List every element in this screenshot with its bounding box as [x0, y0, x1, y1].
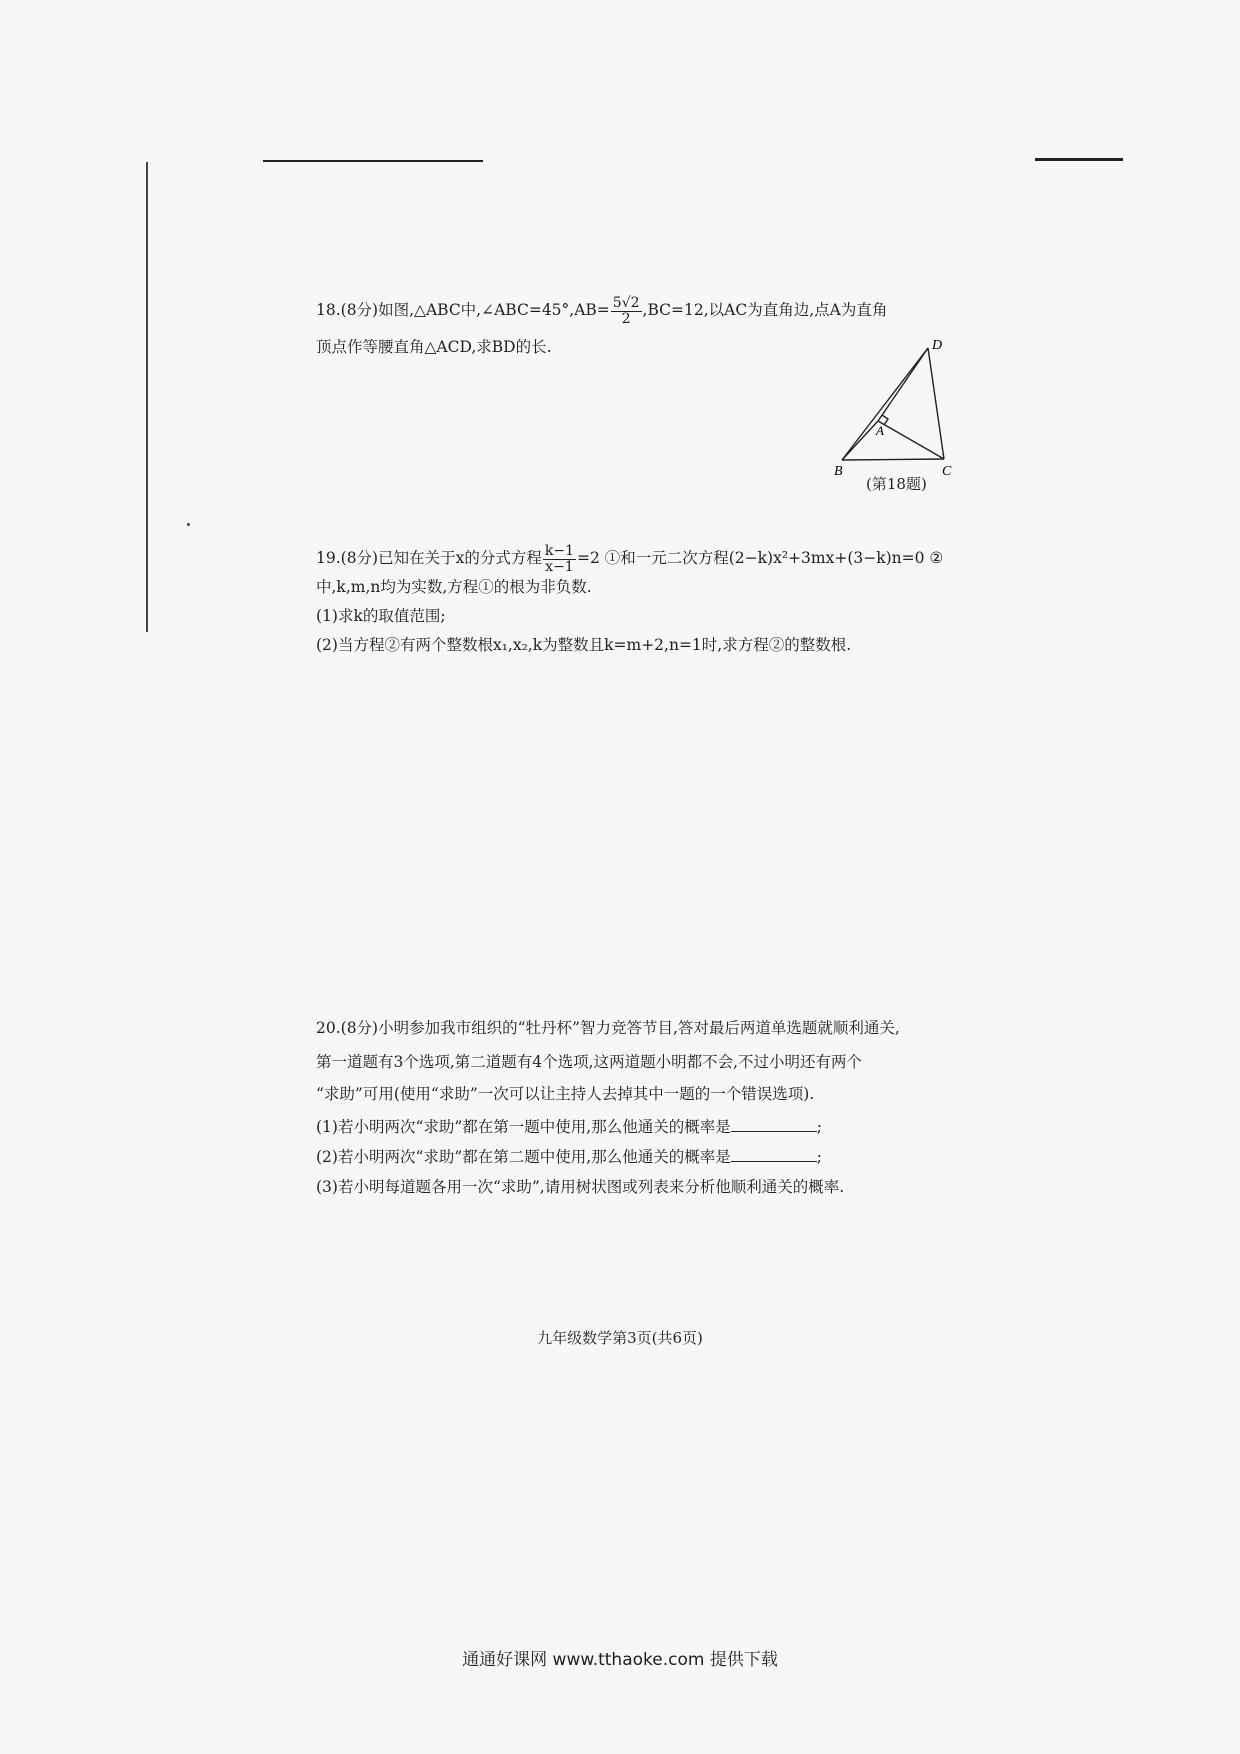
- segment-ac: [878, 421, 944, 459]
- q18-line-1: [316, 296, 887, 326]
- q20-part-1-text: (1)若小明两次“求助”都在第一题中使用,那么他通关的概率是: [316, 1118, 731, 1136]
- q18-ab-numerator: 5√2: [612, 295, 640, 311]
- q19-equation-fraction: [543, 544, 576, 574]
- answer-blank-1[interactable]: [731, 1117, 817, 1132]
- label-b: B: [834, 464, 843, 479]
- question-19: [316, 534, 961, 664]
- scan-speck: [187, 523, 190, 526]
- q19-part-1: (1)求k的取值范围;: [316, 607, 446, 625]
- q19-text-b: =2 ①和一元二次方程(2−k)x²+3mx+(3−k)n=0 ②: [576, 549, 944, 568]
- question-20: [316, 1015, 961, 1215]
- q18-ab-denominator: 2: [621, 310, 631, 327]
- q18-figure-caption: (第18题): [866, 475, 927, 493]
- q18-ab-fraction: [611, 296, 642, 326]
- label-c: C: [942, 464, 952, 479]
- q19-line-2: 中,k,m,n均为实数,方程①的根为非负数.: [316, 578, 592, 596]
- q20-line-2: 第一道题有3个选项,第二道题有4个选项,这两道题小明都不会,不过小明还有两个: [316, 1053, 863, 1071]
- q20-part-3: (3)若小明每道题各用一次“求助”,请用树状图或列表来分析他顺利通关的概率.: [316, 1178, 845, 1196]
- top-rule-right: [1035, 158, 1123, 161]
- q18-line-2: 顶点作等腰直角△ACD,求BD的长.: [316, 338, 552, 356]
- label-d: D: [932, 338, 943, 353]
- q19-line-1: [316, 544, 943, 574]
- q20-line-3: “求助”可用(使用“求助”一次可以让主持人去掉其中一题的一个错误选项).: [316, 1085, 815, 1103]
- download-credit: 通通好课网 www.tthaoke.com 提供下载: [462, 1650, 778, 1670]
- q20-line-1: 20.(8分)小明参加我市组织的“牡丹杯”智力竞答节目,答对最后两道单选题就顺利通关,: [316, 1019, 900, 1037]
- segment-ab: [842, 421, 878, 460]
- top-rule-left: [263, 160, 483, 162]
- q19-text-a: 19.(8分)已知在关于x的分式方程: [316, 549, 542, 568]
- segment-dc: [928, 348, 944, 459]
- label-a: A: [876, 423, 884, 438]
- segment-bc: [842, 459, 944, 460]
- left-margin-rule: [146, 162, 148, 632]
- segment-bd: [842, 348, 928, 460]
- q19-part-2: (2)当方程②有两个整数根x₁,x₂,k为整数且k=m+2,n=1时,求方程②的整数根.: [316, 636, 852, 654]
- q18-text-a: 18.(8分)如图,△ABC中,∠ABC=45°,AB=: [316, 301, 610, 320]
- answer-blank-2[interactable]: [731, 1147, 817, 1162]
- q20-part-1: [316, 1117, 822, 1136]
- q19-fraction-numerator: k−1: [544, 543, 574, 559]
- q18-text-b: ,BC=12,以AC为直角边,点A为直角: [642, 301, 888, 320]
- q20-part-2-text: (2)若小明两次“求助”都在第二题中使用,那么他通关的概率是: [316, 1148, 731, 1166]
- page-footer: 九年级数学第3页(共6页): [537, 1329, 703, 1347]
- q20-part-1-end: ;: [816, 1118, 822, 1136]
- segment-ad: [878, 348, 928, 421]
- q20-part-2: [316, 1147, 822, 1166]
- q20-part-2-end: ;: [816, 1148, 822, 1166]
- q19-fraction-denominator: x−1: [545, 558, 574, 575]
